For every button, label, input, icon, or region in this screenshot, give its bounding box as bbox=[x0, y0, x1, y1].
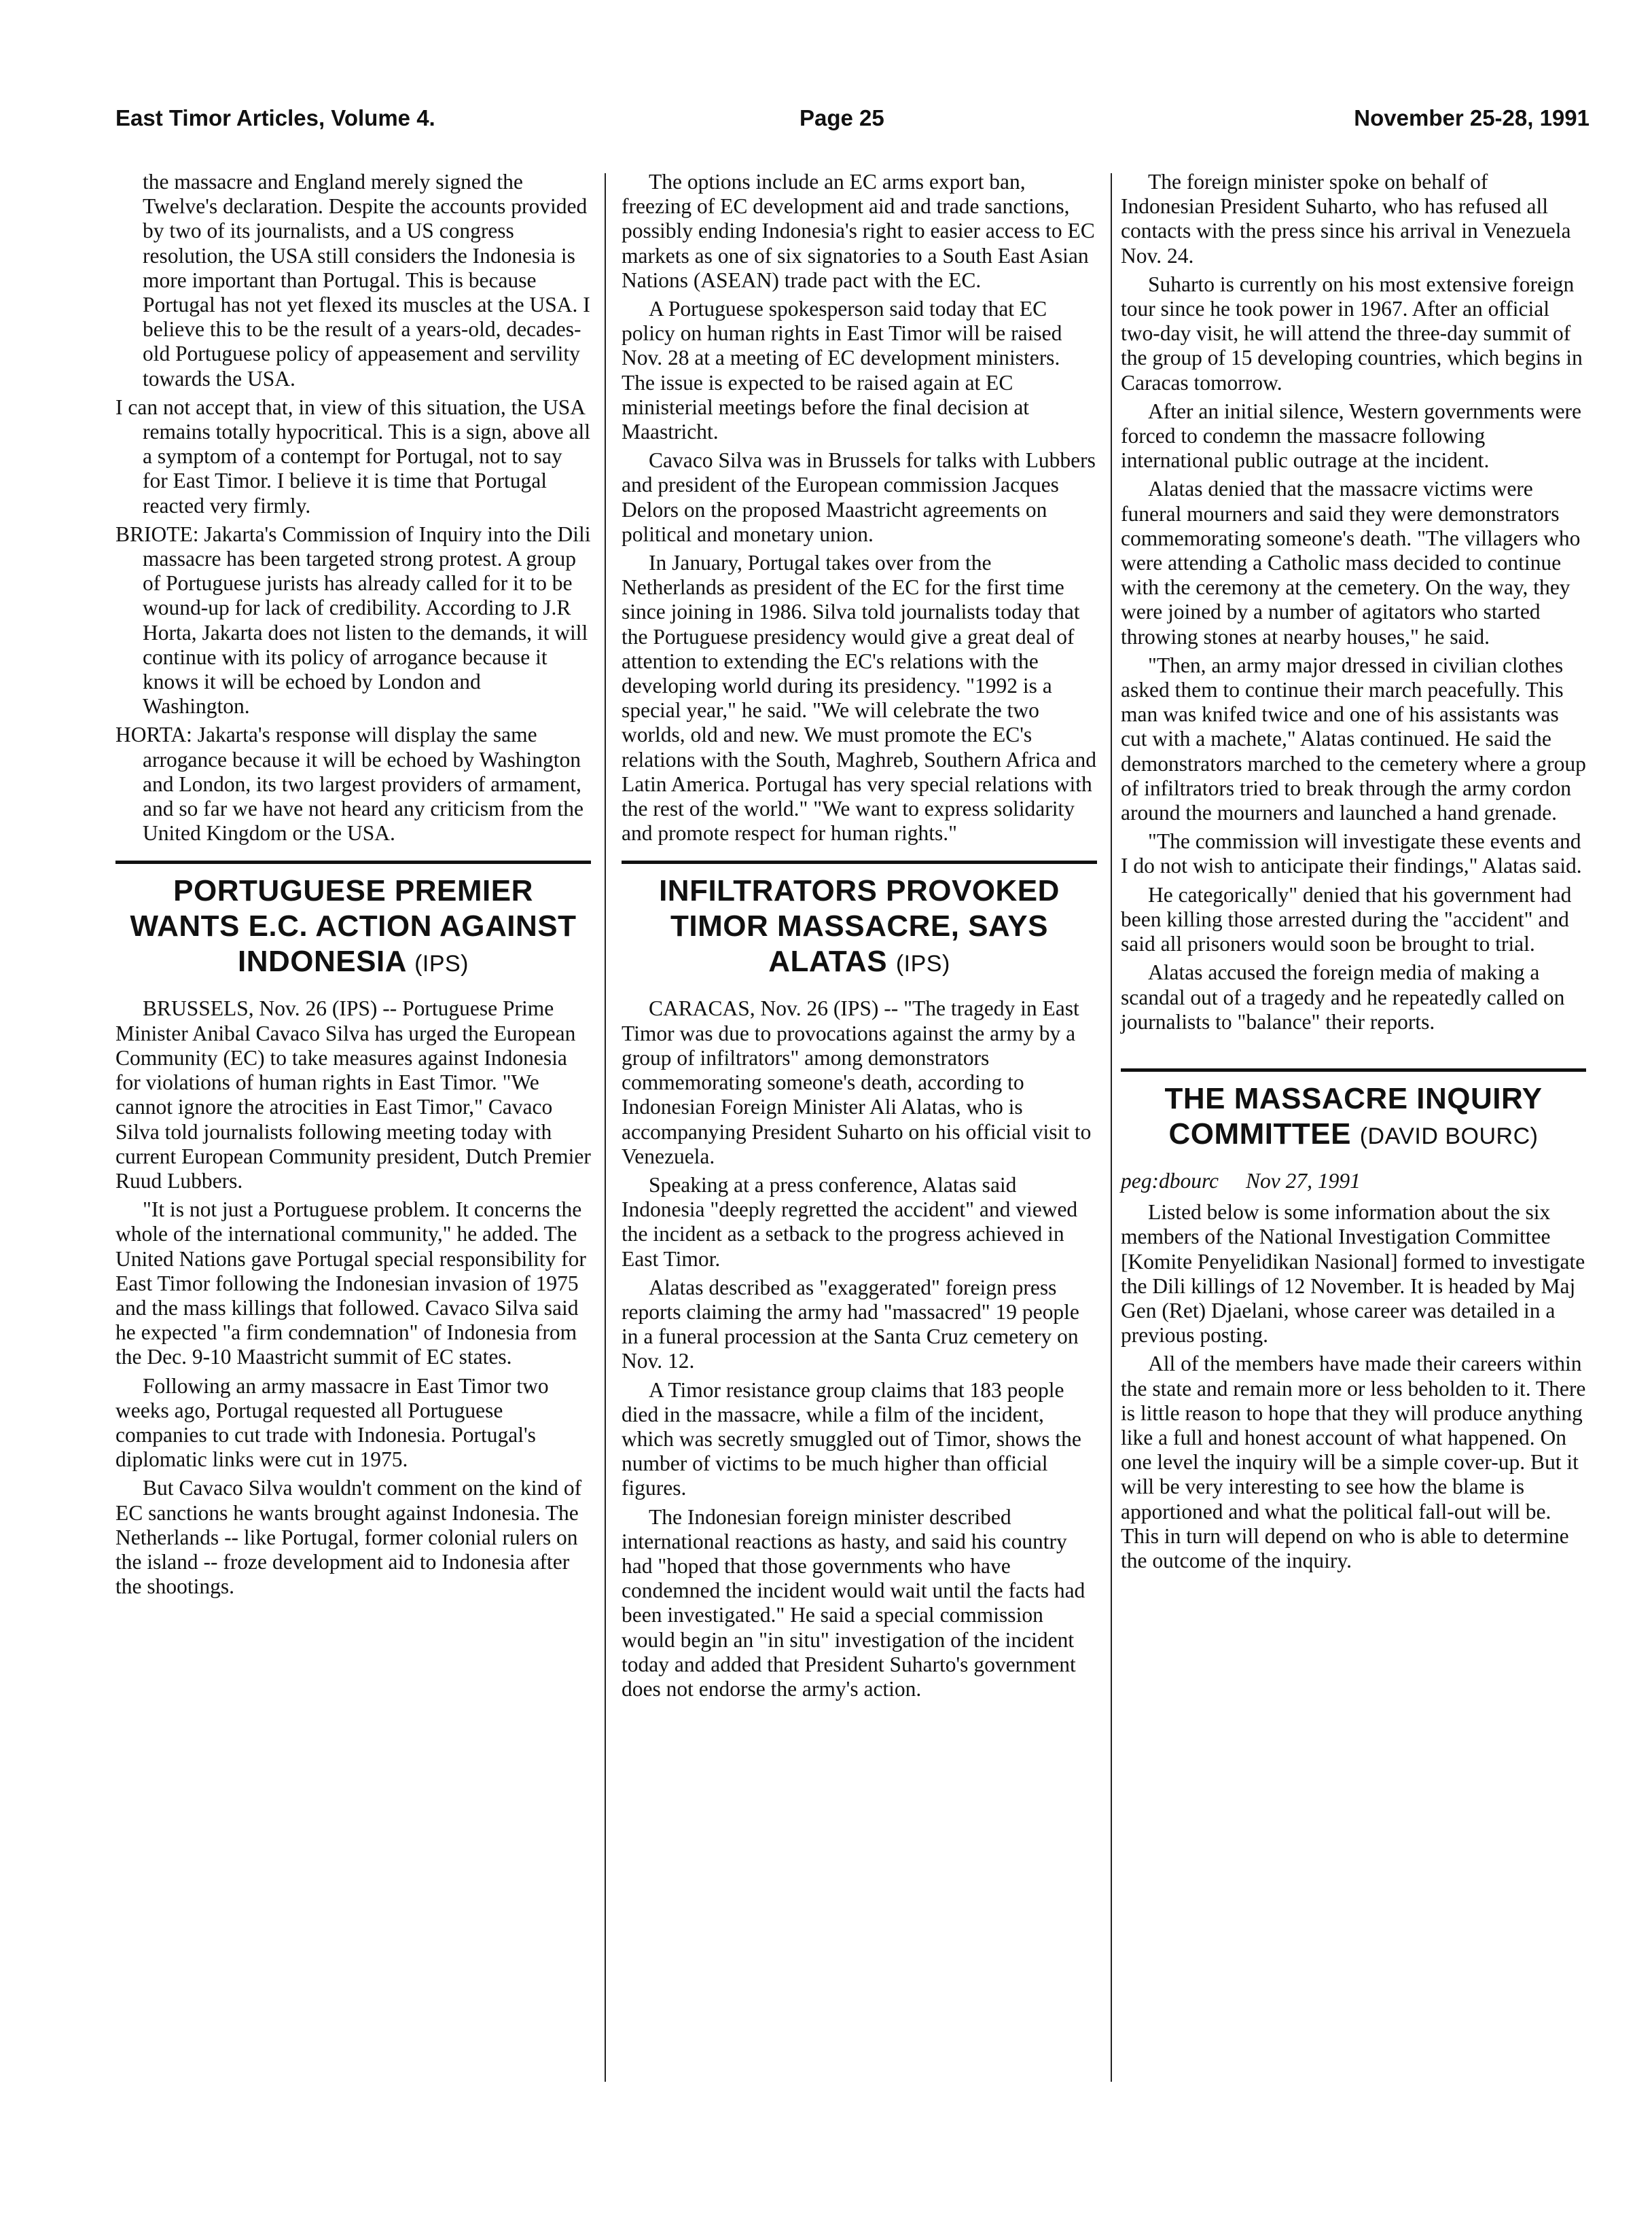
column-1 bbox=[115, 170, 591, 1603]
article-paragraph: Suharto is currently on his most extensive foreign tour since he took power in 1967. After an official two-day visit, he will attend the three-day summit of the group of 15 developing countries, which begins in Caracas tomorrow. bbox=[1121, 272, 1583, 395]
article-rule bbox=[115, 861, 591, 864]
article-rule bbox=[1121, 1068, 1586, 1072]
article-paragraph: "It is not just a Portuguese problem. It concerns the whole of the international community," he added. The United Nations gave Portugal special responsibility for East Timor following the Indonesian invasion of 1975 and the mass killings that followed. Cavaco Silva said he expected "a firm condemnation" of Indonesia from the Dec. 9-10 Maastricht summit of EC states. bbox=[115, 1197, 586, 1369]
article-paragraph: After an initial silence, Western governments were forced to condemn the massacre following international public outrage at the incident. bbox=[1121, 399, 1582, 473]
article-portuguese-premier bbox=[115, 861, 591, 1599]
article-rule bbox=[622, 861, 1097, 864]
headline-source: (DAVID BOURC) bbox=[1359, 1123, 1539, 1149]
article-headline bbox=[1121, 1081, 1586, 1154]
interview-paragraph: I can not accept that, in view of this situation, the USA remains totally hypocritical. This is a sign, above all a symptom of a contempt for Portugal, not to say for East Timor. I believe it is time that Portugal reacted very firmly. bbox=[115, 395, 591, 518]
article-paragraph: He categorically" denied that his government had been killing those arrested during the "accident" and said all prisoners would soon be brought to trial. bbox=[1121, 882, 1572, 956]
byline-date: Nov 27, 1991 bbox=[1246, 1168, 1361, 1193]
article-paragraph: In January, Portugal takes over from the Netherlands as president of the EC for the first time since joining in 1986. Silva told journalists today that the Portuguese presidency would give a great deal of attention to extending the EC's relations with the developing world during its presidency. "1992 is a special year," he said. "We will celebrate the two worlds, old and new. We must promote the EC's relations with the South, Maghreb, Southern Africa and Latin America. Portugal has very special relations with the rest of the world." "We want to express solidarity and promote respect for human rights." bbox=[622, 551, 1096, 846]
page-number: Page 25 bbox=[800, 105, 884, 130]
column-divider bbox=[605, 173, 606, 2082]
headline-text: PORTUGUESE PREMIER WANTS E.C. ACTION AGAINST INDONESIA bbox=[130, 874, 577, 979]
article-paragraph: Cavaco Silva was in Brussels for talks with Lubbers and president of the European commission Jacques Delors on the proposed Maastricht agreements on political and monetary union. bbox=[622, 448, 1096, 546]
article-paragraph: The foreign minister spoke on behalf of Indonesian President Suharto, who has refused all contacts with the press since his arrival in Venezuela Nov. 24. bbox=[1121, 170, 1571, 268]
article-paragraph: All of the members have made their careers within the state and remain more or less beholden to it. There is little reason to hope that they will produce anything like a full and honest account of what happened. On one level the inquiry will be a simple cover-up. But it will be very interesting to see how the blame is apportioned and what the political fall-out will be. This in turn will depend on who is able to determine the outcome of the inquiry. bbox=[1121, 1352, 1586, 1572]
article-paragraph: Speaking at a press conference, Alatas said Indonesia "deeply regretted the accident" and viewed the incident as a setback to the progress achieved in East Timor. bbox=[622, 1172, 1078, 1271]
article-paragraph: Alatas denied that the massacre victims were funeral mourners and said they were demonstrators commemorating someone's death. "The villagers who were attending a Catholic mass decided to continue with the ceremony at the cemetery. On the way, they were joined by a number of agitators who started throwing stones at nearby houses," he said. bbox=[1121, 477, 1581, 649]
interview-paragraph: HORTA: Jakarta's response will display the same arrogance because it will be echoed by Washington and London, its two largest providers of armament, and so far we have not heard any criticism from the United Kingdom or the USA. bbox=[115, 723, 584, 846]
interview-carry-over: the massacre and England merely signed the Twelve's declaration. Despite the accounts provided by two of its journalists, and a US congress resolution, the USA still considers the Indonesia is more important than Portugal. This is because Portugal has not yet flexed its muscles at the USA. I believe this to be the result of a years-old, decades-old Portuguese policy of appeasement and servility towards the USA. bbox=[143, 170, 590, 391]
article-paragraph: Alatas accused the foreign media of making a scandal out of a tragedy and he repeatedly called on journalists to "balance" their reports. bbox=[1121, 960, 1565, 1034]
article-paragraph: BRUSSELS, Nov. 26 (IPS) -- Portuguese Prime Minister Anibal Cavaco Silva has urged the European Community (EC) to take measures against Indonesia for violations of human rights in East Timor. "We cannot ignore the atrocities in East Timor," Cavaco Silva told journalists following meeting today with current European Community president, Dutch Premier Ruud Lubbers. bbox=[115, 996, 591, 1193]
article-paragraph: But Cavaco Silva wouldn't comment on the kind of EC sanctions he wants brought against Indonesia. The Netherlands -- like Portugal, former colonial rulers on the island -- froze development aid to Indonesia after the shootings. bbox=[115, 1476, 582, 1599]
headline-text: INFILTRATORS PROVOKED TIMOR MASSACRE, SAYS ALATAS bbox=[659, 874, 1060, 979]
headline-source: (IPS) bbox=[414, 951, 469, 977]
article-paragraph: Alatas described as "exaggerated" foreign press reports claiming the army had "massacred" 19 people in a funeral procession at the Santa Cruz cemetery on Nov. 12. bbox=[622, 1275, 1079, 1373]
article-paragraph: A Timor resistance group claims that 183 people died in the massacre, while a film of the incident, which was secretly smuggled out of Timor, shows the number of victims to be much higher than official figures. bbox=[622, 1377, 1081, 1500]
byline-user: peg:dbourc bbox=[1121, 1168, 1219, 1193]
article-paragraph: A Portuguese spokesperson said today that EC policy on human rights in East Timor will be raised Nov. 28 at a meeting of EC development ministers. The issue is expected to be raised again at EC ministerial meetings before the final decision at Maastricht. bbox=[622, 297, 1062, 444]
article-paragraph: The options include an EC arms export ban, freezing of EC development aid and trade sanctions, possibly ending Indonesia's right to easier access to EC markets as one of six signatories to a South East Asian Nations (ASEAN) trade pact with the EC. bbox=[622, 170, 1095, 292]
interview-paragraph: BRIOTE: Jakarta's Commission of Inquiry into the Dili massacre has been targeted strong protest. A group of Portuguese jurists has already called for it to be wound-up for lack of credibility. According to J.R Horta, Jakarta does not listen to the demands, it will continue with its policy of arrogance because it knows it will be echoed by London and Washington. bbox=[115, 522, 591, 719]
column-divider bbox=[1111, 173, 1112, 2082]
issue-date: November 25-28, 1991 bbox=[1354, 105, 1590, 130]
article-paragraph: "Then, an army major dressed in civilian clothes asked them to continue their march peacefully. This man was knifed twice and one of his assistants was cut with a machete," Alatas continued. He said the demonstrators marched to the cemetery where a group of infiltrators tried to break through the army cordon around the mourners and launched a hand grenade. bbox=[1121, 653, 1586, 825]
article-infiltrators bbox=[622, 861, 1097, 1701]
article-paragraph: "The commission will investigate these events and I do not wish to anticipate their findings," Alatas said. bbox=[1121, 829, 1582, 878]
column-2 bbox=[622, 170, 1097, 1705]
article-paragraph: CARACAS, Nov. 26 (IPS) -- "The tragedy in East Timor was due to provocations against the army by a group of infiltrators" among demonstrators commemorating someone's death, according to Indonesian Foreign Minister Ali Alatas, who is accompanying President Suharto on his official visit to Venezuela. bbox=[622, 996, 1092, 1168]
article-paragraph: The Indonesian foreign minister described international reactions as hasty, and said his country had "hoped that those governments who have condemned the incident would wait until the facts had been investigated." He said a special commission would begin an "in situ" investigation of the incident today and added that President Suharto's government does not endorse the army's action. bbox=[622, 1504, 1085, 1701]
article-headline bbox=[115, 873, 591, 981]
article-paragraph: Following an army massacre in East Timor two weeks ago, Portugal requested all Portuguese companies to cut trade with Indonesia. Portugal's diplomatic links were cut in 1975. bbox=[115, 1373, 549, 1472]
column-3 bbox=[1121, 170, 1586, 1577]
article-byline bbox=[1121, 1169, 1586, 1193]
headline-text: THE MASSACRE INQUIRY COMMITTEE bbox=[1164, 1081, 1543, 1151]
article-paragraph: Listed below is some information about the six members of the National Investigation Committee [Komite Penyelidikan Nasional] formed to investigate the Dili killings of 12 November. It is headed by Maj Gen (Ret) Djaelani, whose career was detailed in a previous posting. bbox=[1121, 1200, 1585, 1348]
publication-title: East Timor Articles, Volume 4. bbox=[115, 105, 435, 130]
article-headline bbox=[622, 873, 1097, 981]
article-inquiry-committee bbox=[1121, 1068, 1586, 1573]
headline-source: (IPS) bbox=[895, 951, 950, 977]
page-header bbox=[115, 105, 1590, 137]
